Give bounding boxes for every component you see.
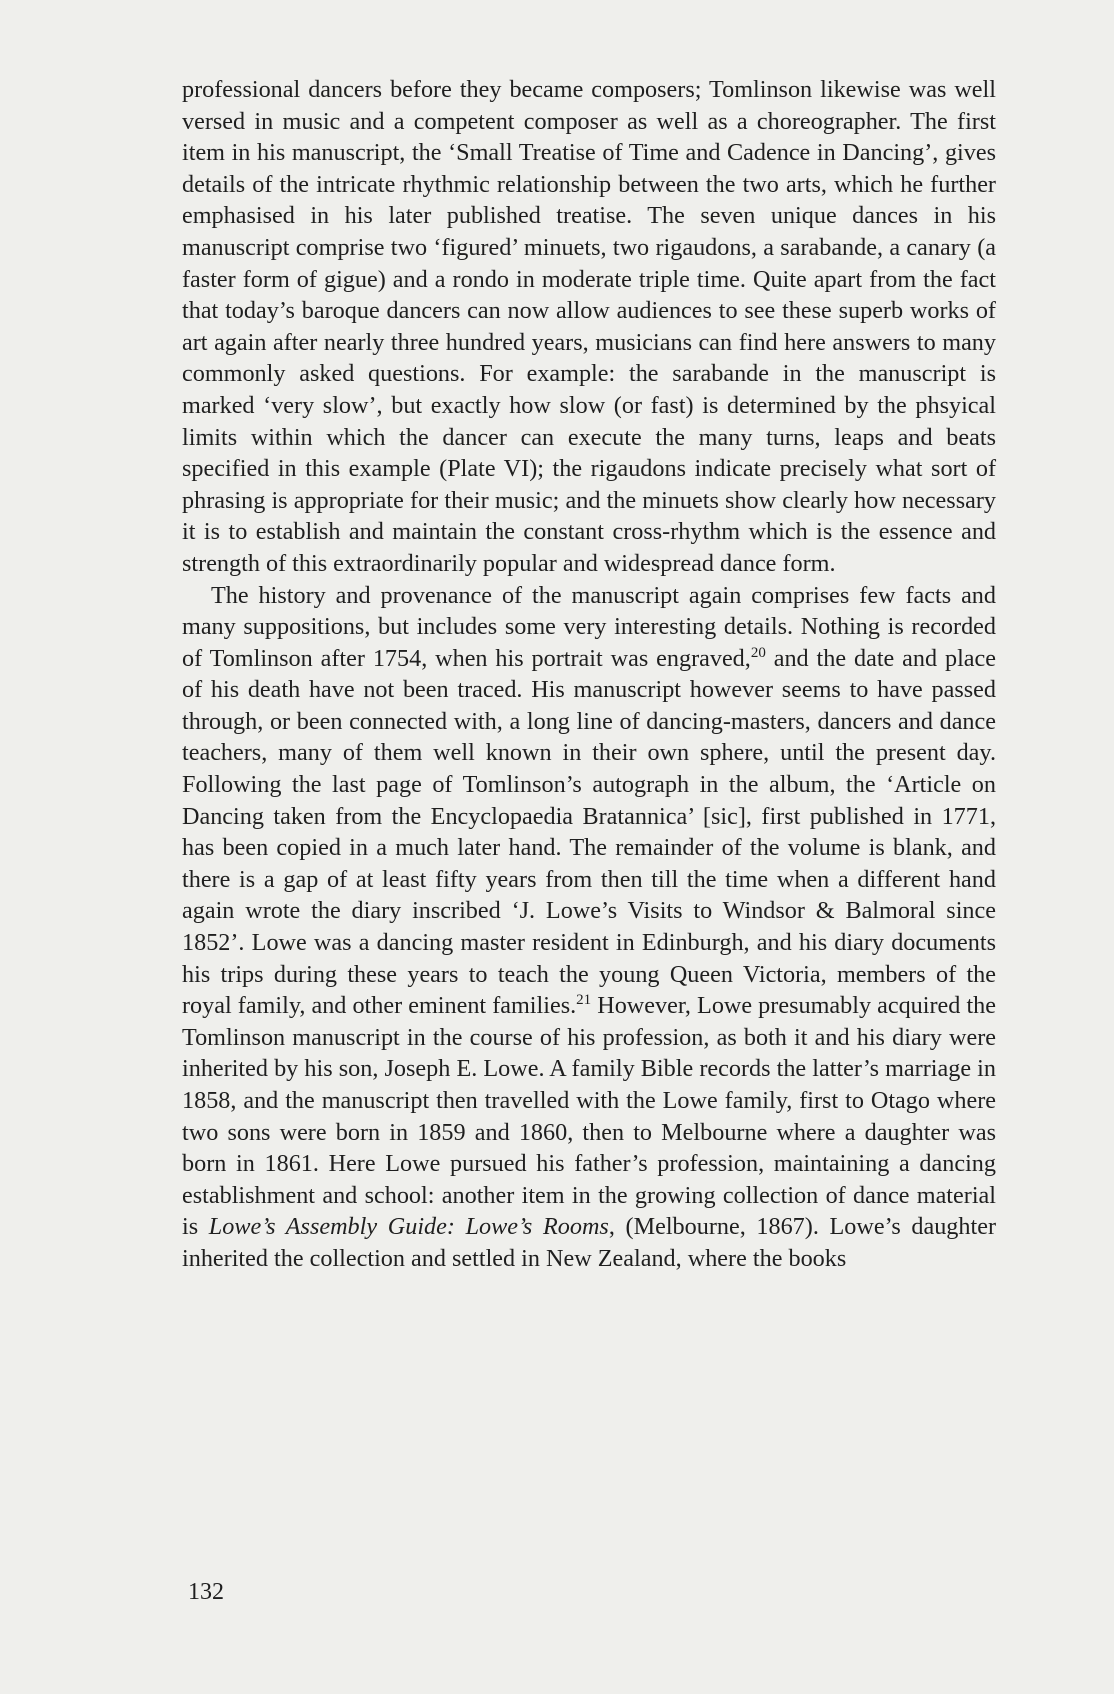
paragraph-continued: professional dancers before they became composers; Tomlinson likewise was well versed in music and a competent composer as well as a choreographer. The first item in his manuscript, the ‘Small Treatise of Time and Cadence in Dancing’, gives details of the intricate rhythmic relationship between the two arts, which he further emphasised in his later published treatise. The seven unique dances in his manuscript comprise two ‘figured’ minuets, two rigaudons, a sarabande, a canary (a faster form of gigue) and a rondo in moderate triple time. Quite apart from the fact that today’s baroque dancers can now allow audiences to see these superb works of art again after nearly three hundred years, musicians can find here answers to many commonly asked questions. For example: the sarabande in the manuscript is marked ‘very slow’, but exactly how slow (or fast) is determined by the phsyical limits within which the dancer can execute the many turns, leaps and beats specified in this example (Plate VI); the rigaudons indicate precisely what sort of phrasing is appropriate for their music; and the minuets show clearly how necessary it is to establish and maintain the constant cross-rhythm which is the essence and strength of this extraordinarily popular and widespread dance form. — [182, 76, 996, 577]
paragraph-text-segment: However, Lowe presumably acquired the Tomlinson manuscript in the course of his profession, as both it and his diary were inherited by his son, Joseph E. Lowe. A family Bible records the latter’s marriage in 1858, and the manuscript then travelled with the Lowe family, first to Otago where two sons were born in 1859 and 1860, then to Melbourne where a daughter was born in 1861. Here Lowe pursued his father’s profession, maintaining a dancing establishment and school: another item in the growing collection of dance material is — [182, 992, 996, 1241]
footnote-marker: 20 — [750, 644, 766, 661]
footnote-marker: 21 — [576, 992, 592, 1009]
italic-book-title: Lowe’s Assembly Guide: Lowe’s Rooms — [208, 1213, 609, 1241]
paragraph-provenance — [182, 580, 996, 1275]
paragraph-text-segment: and the date and place of his death have not been traced. His manuscript however seems to have passed through, or been connected with, a long line of dancing-masters, dancers and dance teachers, many of them well known in their own sphere, until the present day. Following the last page of Tomlinson’s autograph in the album, the ‘Article on Dancing taken from the Encyclopaedia Bratannica’ [sic], first published in 1771, has been copied in a much later hand. The remainder of the volume is blank, and there is a gap of at least fifty years from then till the time when a different hand again wrote the diary inscribed ‘J. Lowe’s Visits to Windsor & Balmoral since 1852’. Lowe was a dancing master resident in Edinburgh, and his diary documents his trips during these years to teach the young Queen Victoria, members of the royal family, and other eminent families. — [182, 644, 997, 1020]
paragraph-text-segment: The history and provenance of the manuscript again comprises few facts and many suppositions, but includes some very interesting details. Nothing is recorded of Tomlinson after 1754, when his portrait was engraved, — [182, 581, 996, 672]
paragraph-text-segment: , (Melbourne, 1867). Lowe’s daughter inherited the collection and settled in New Zealand, where the books — [182, 1213, 996, 1272]
body-text — [182, 74, 996, 1275]
page-number: 132 — [188, 1579, 224, 1605]
